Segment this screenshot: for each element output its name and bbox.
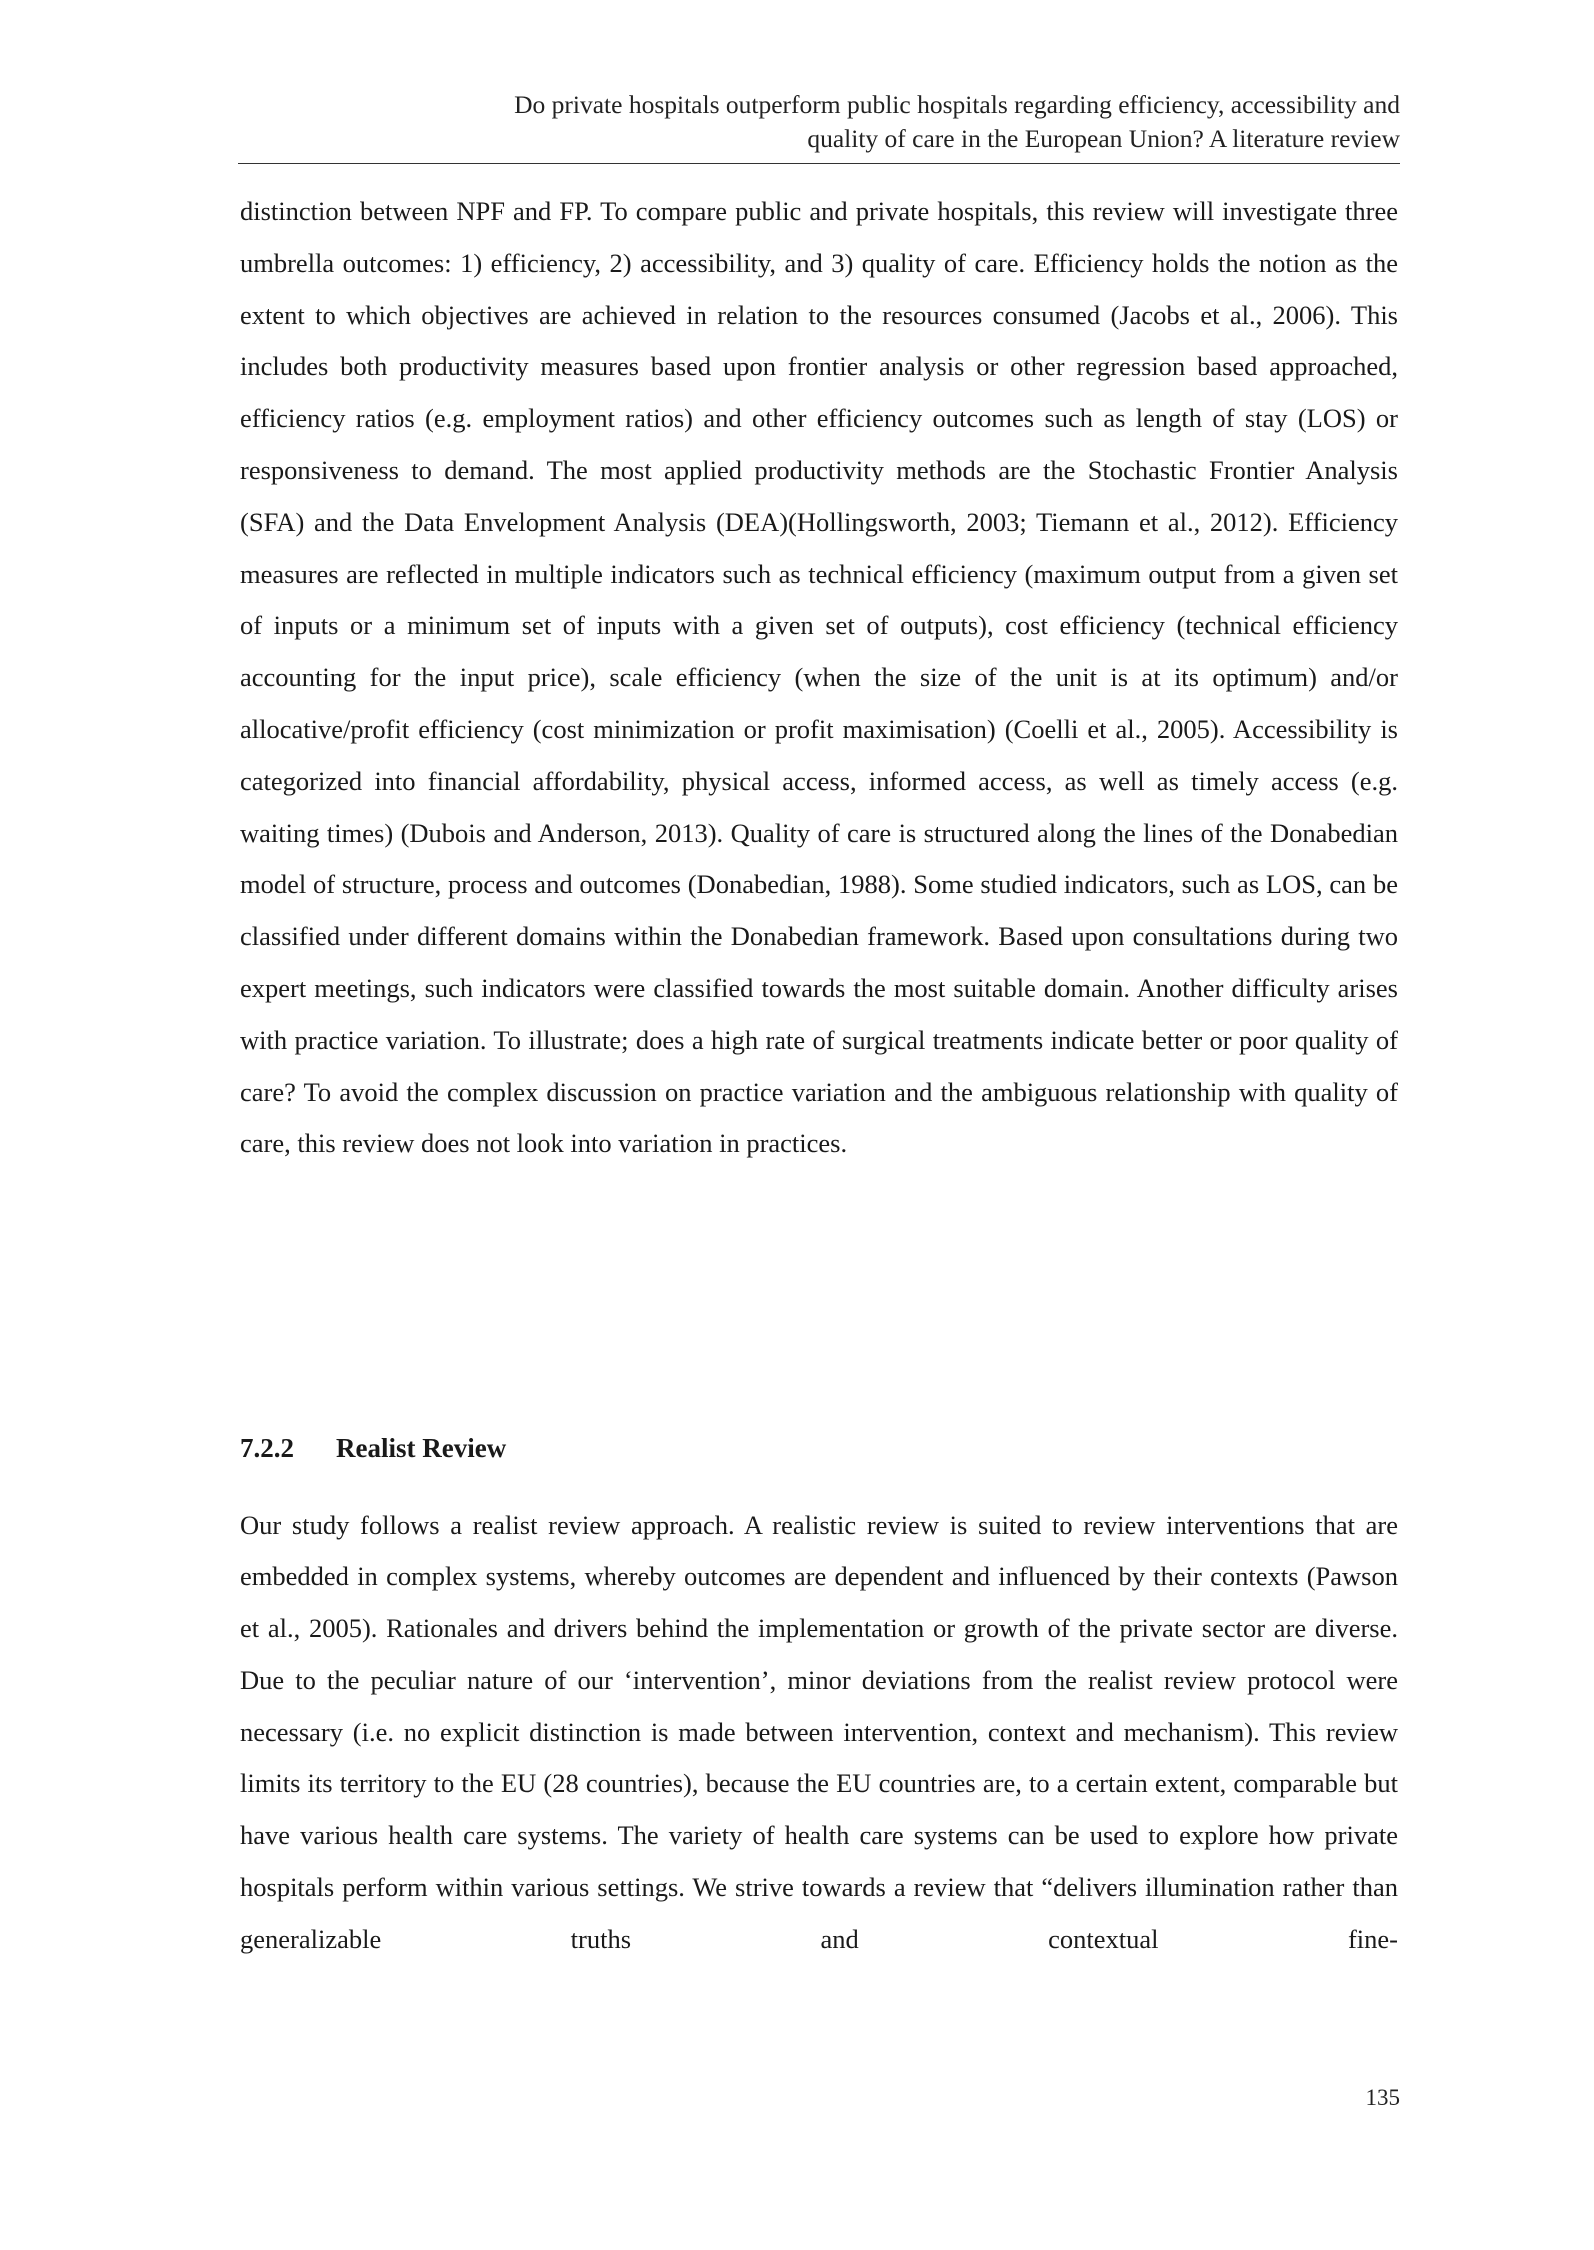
running-header-line-1: Do private hospitals outperform public hospitals regarding efficiency, accessibility and [514, 90, 1400, 119]
paragraph-text: Our study follows a realist review approach. A realistic review is suited to review interventions that are embedded in complex systems, whereby outcomes are dependent and influenced by their contexts (Pawson et al., 2005). Rationales and drivers behind the implementation or growth of the private sector are diverse. Due to the peculiar nature of our ‘intervention’, minor deviations from the realist review protocol were necessary (i.e. no explicit distinction is made between intervention, context and mechanism). This review limits its territory to the EU (28 countries), because the EU countries are, to a certain extent, comparable but have various health care systems. The variety of health care systems can be used to explore how private hospitals perform within various settings. We strive towards a review that “delivers illumination rather than generalizable truths and contextual fine- [240, 1509, 1398, 1954]
section-number: 7.2.2 [240, 1433, 294, 1463]
header-divider [238, 163, 1400, 164]
section-title: Realist Review [336, 1433, 507, 1463]
page-number: 135 [1365, 2085, 1400, 2110]
body-paragraph-1 [240, 186, 1398, 1170]
section-heading [240, 1422, 506, 1474]
body-paragraph-2 [240, 1473, 1398, 1992]
paragraph-text: distinction between NPF and FP. To compare public and private hospitals, this review will investigate three umbrella outcomes: 1) efficiency, 2) accessibility, and 3) quality of care. Efficiency holds the notion as the extent to which objectives are achieved in relation to the resources consumed (Jacobs et al., 2006). This includes both productivity measures based upon frontier analysis or other regression based approached, efficiency ratios (e.g. employment ratios) and other efficiency outcomes such as length of stay (LOS) or responsiveness to demand. The most applied productivity methods are the Stochastic Frontier Analysis (SFA) and the Data Envelopment Analysis (DEA)(Hollingsworth, 2003; Tiemann et al., 2012). Efficiency measures are reflected in multiple indicators such as technical efficiency (maximum output from a given set of inputs or a minimum set of inputs with a given set of outputs), cost efficiency (technical efficiency accounting for the input price), scale efficiency (when the size of the unit is at its optimum) and/or allocative/profit efficiency (cost minimization or profit maximisation) (Coelli et al., 2005). Accessibility is categorized into financial affordability, physical access, informed access, as well as timely access (e.g. waiting times) (Dubois and Anderson, 2013). Quality of care is structured along the lines of the Donabedian model of structure, process and outcomes (Donabedian, 1988). Some studied indicators, such as LOS, can be classified under different domains within the Donabedian framework. Based upon consultations during two expert meetings, such indicators were classified towards the most suitable domain. Another difficulty arises with practice variation. To illustrate; does a high rate of surgical treatments indicate better or poor quality of care? To avoid the complex discussion on practice variation and the ambiguous relationship with quality of care, this review does not look into variation in practices. [240, 196, 1398, 1159]
running-header-line-2: quality of care in the European Union? A literature review [807, 124, 1400, 153]
running-header [238, 88, 1400, 156]
